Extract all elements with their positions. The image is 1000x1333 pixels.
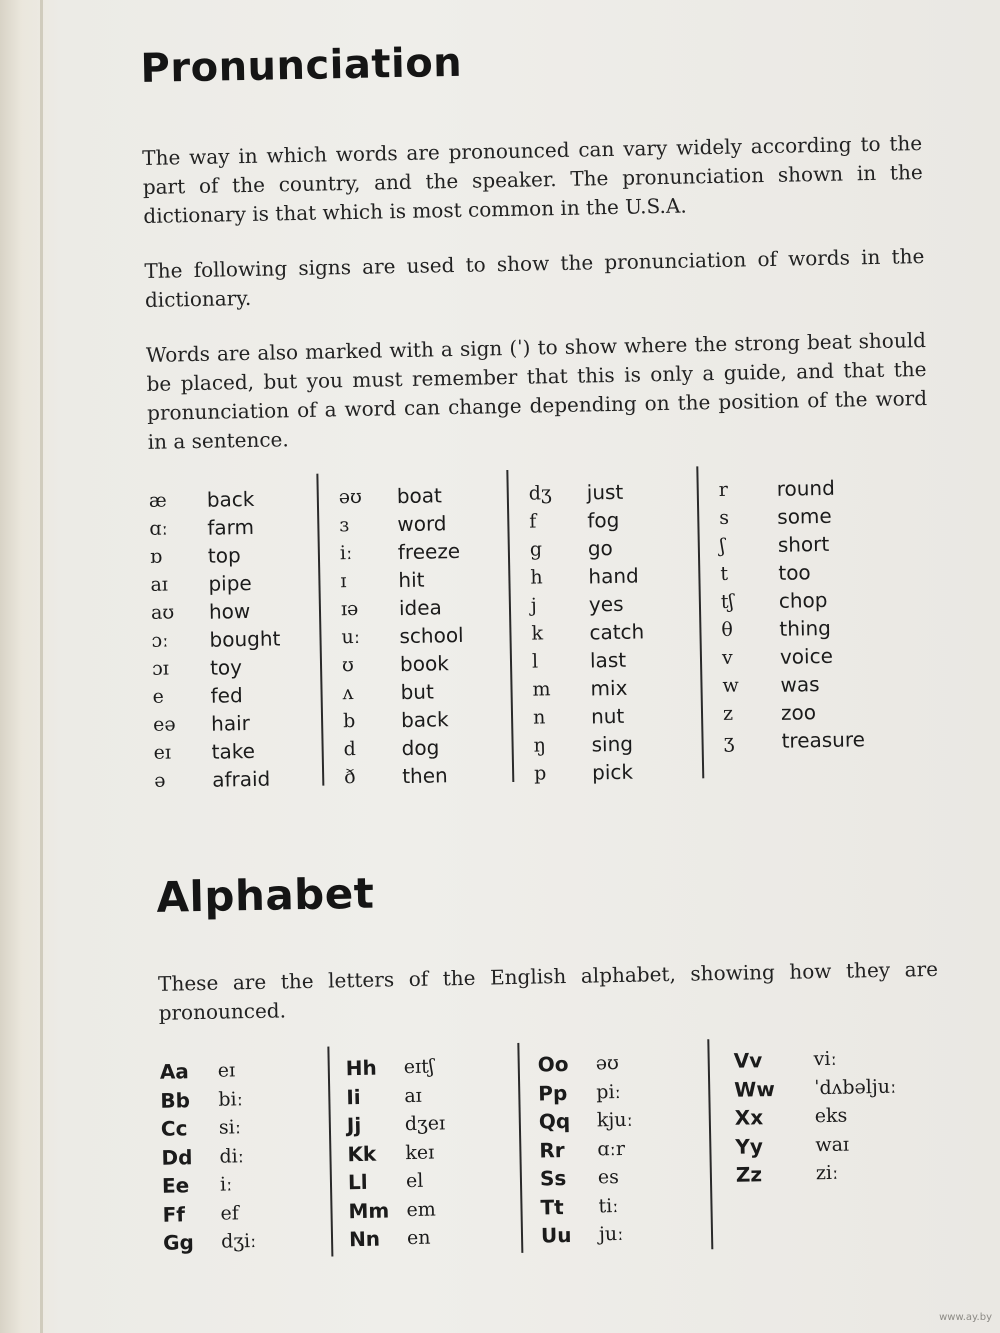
pronunciation-row (720, 529, 862, 560)
alphabet-row (162, 1170, 256, 1200)
phonetic-symbol: z (722, 702, 734, 725)
letter-pronunciation: piː (596, 1080, 622, 1104)
pronunciation-paragraph-2: The following signs are used to show the pronunciation of words in the dictionary. (144, 243, 925, 312)
letter-pronunciation: diː (219, 1144, 245, 1168)
alphabet-row (348, 1166, 447, 1196)
letter-pronunciation: eks (814, 1104, 848, 1128)
alphabet-paragraph: These are the letters of the English alphabet, showing how they are pronounced. (157, 956, 939, 1025)
pronunciation-paragraph-1: The way in which words are pronounced can vary widely according to the part of the country, and the speaker. The pronunciation shown in the dictionary is that which is most common in the U.S.A. (142, 131, 923, 228)
alphabet-letter: Ff (162, 1202, 186, 1227)
pronunciation-row (720, 557, 862, 588)
alphabet-letter: Vv (733, 1048, 763, 1074)
alphabet-letter: Nn (348, 1226, 381, 1252)
example-word: book (399, 651, 450, 677)
alphabet-row (347, 1109, 446, 1139)
example-word: fed (210, 683, 243, 708)
pronunciation-row (154, 764, 283, 794)
alphabet-row (735, 1129, 898, 1161)
letter-pronunciation: viː (813, 1048, 838, 1071)
example-word: toy (209, 655, 243, 680)
alphabet-row (162, 1198, 256, 1228)
column-divider (327, 1047, 333, 1257)
phonetic-symbol: ɒ (149, 545, 163, 568)
phonetic-symbol: p (533, 762, 547, 785)
example-word: back (400, 707, 449, 733)
alphabet-letter: Rr (539, 1137, 565, 1163)
pronunciation-row (151, 596, 280, 626)
pronunciation-row (342, 677, 465, 707)
letter-pronunciation: ɑːr (597, 1137, 626, 1161)
alphabet-letter: Ll (347, 1170, 368, 1195)
alphabet-row (348, 1195, 447, 1225)
pronunciation-row (722, 641, 864, 672)
phonetic-symbol: ʊ (341, 654, 355, 677)
pronunciation-row (530, 561, 643, 591)
example-word: hair (210, 711, 251, 736)
letter-pronunciation: ef (220, 1202, 240, 1225)
alphabet-row (538, 1077, 633, 1107)
example-word: yes (588, 591, 624, 617)
pronunciation-row (719, 501, 861, 532)
phonetic-symbol: eə (152, 713, 176, 736)
watermark: www.ay.by (939, 1312, 992, 1323)
letter-pronunciation: eɪtʃ (403, 1055, 435, 1079)
pronunciation-heading: Pronunciation (140, 39, 463, 92)
pronunciation-row (343, 705, 466, 735)
alphabet-row (347, 1138, 446, 1168)
phonetic-symbol: j (530, 594, 538, 617)
letter-pronunciation: dʒeɪ (404, 1112, 446, 1136)
phonetic-symbol: ʃ (719, 534, 726, 557)
phonetic-symbol: ɑː (149, 517, 169, 540)
example-word: mix (590, 675, 628, 701)
alphabet-letter: Dd (161, 1144, 193, 1170)
alphabet-row (735, 1101, 898, 1133)
letter-pronunciation: el (405, 1170, 424, 1193)
phonetic-symbol: ɔɪ (151, 657, 170, 680)
phonetic-symbol: w (722, 674, 739, 697)
letter-pronunciation: es (597, 1166, 620, 1189)
example-word: word (397, 511, 447, 537)
alphabet-row (346, 1081, 445, 1111)
alphabet-table (160, 1043, 944, 1278)
example-word: freeze (397, 538, 461, 565)
pronunciation-row (532, 673, 645, 703)
letter-pronunciation: keɪ (405, 1141, 435, 1164)
alphabet-letter: Cc (160, 1116, 188, 1142)
example-word: pipe (208, 570, 252, 596)
example-word: thing (779, 615, 832, 641)
phonetic-symbol: s (719, 506, 730, 529)
column-divider (696, 466, 704, 778)
pronunciation-row (152, 680, 281, 710)
phonetic-symbol: eɪ (153, 741, 172, 764)
alphabet-letter: Hh (345, 1055, 377, 1081)
alphabet-letter: Aa (159, 1059, 190, 1085)
alphabet-heading: Alphabet (155, 868, 375, 922)
pronunciation-row (718, 473, 860, 504)
example-word: was (780, 672, 820, 697)
example-word: sing (591, 731, 634, 757)
pronunciation-row (149, 484, 278, 514)
example-word: short (777, 531, 830, 557)
phonetic-symbol: ɜ (339, 514, 350, 537)
pronunciation-paragraph-3: Words are also marked with a sign (ˈ) to show where the strong beat should be placed, but you must remember that this is only a guide, and that the pronunciation of a word can change depending on the position of the word in a sentence. (145, 327, 928, 454)
phonetic-symbol: m (532, 678, 551, 701)
letter-pronunciation: eɪ (217, 1059, 236, 1082)
example-word: take (211, 738, 256, 764)
phonetic-symbol: f (529, 510, 537, 533)
example-word: round (776, 475, 836, 501)
pronunciation-row (529, 505, 642, 535)
alphabet-letter: Qq (538, 1109, 571, 1134)
phonetic-symbol: e (152, 685, 165, 708)
alphabet-column (346, 1052, 448, 1253)
pronunciation-row (341, 621, 464, 651)
letter-pronunciation: en (406, 1226, 431, 1250)
example-word: but (400, 679, 435, 705)
phonetic-symbol: əʊ (338, 485, 363, 509)
pronunciation-column (149, 484, 284, 794)
alphabet-letter: Yy (735, 1133, 764, 1159)
alphabet-letter: Oo (537, 1052, 569, 1077)
alphabet-letter: Gg (162, 1230, 195, 1256)
phonetic-symbol: k (531, 622, 544, 645)
example-word: chop (778, 587, 828, 613)
page-content (140, 25, 944, 1278)
example-word: bought (209, 626, 281, 652)
pronunciation-row (723, 725, 865, 756)
phonetic-symbol: æ (148, 489, 167, 512)
phonetic-symbol: ð (343, 765, 356, 789)
example-word: fog (587, 507, 620, 533)
alphabet-row (733, 1044, 896, 1076)
pronunciation-row (529, 477, 642, 507)
phonetic-symbol: d (343, 737, 357, 761)
alphabet-row (160, 1085, 254, 1115)
letter-pronunciation: ziː (815, 1162, 839, 1185)
phonetic-symbol: r (718, 478, 729, 501)
letter-pronunciation: biː (218, 1087, 244, 1111)
pronunciation-row (151, 624, 280, 654)
phonetic-symbol: aʊ (150, 601, 175, 624)
pronunciation-row (340, 565, 463, 595)
phonetic-symbol: uː (341, 625, 361, 649)
phonetic-symbol: ə (154, 769, 166, 792)
pronunciation-row (722, 669, 864, 700)
pronunciation-row (340, 537, 463, 567)
pronunciation-row (152, 652, 281, 682)
alphabet-row (539, 1134, 634, 1164)
phonetic-symbol: θ (721, 618, 734, 641)
letter-pronunciation: waɪ (815, 1133, 850, 1156)
letter-pronunciation: əʊ (595, 1052, 619, 1075)
example-word: dog (401, 735, 440, 761)
alphabet-letter: Uu (540, 1223, 572, 1248)
example-word: just (586, 479, 624, 505)
letter-pronunciation: iː (219, 1173, 233, 1196)
phonetic-symbol: tʃ (720, 590, 734, 613)
phonetic-symbol: ŋ (533, 734, 547, 757)
alphabet-row (540, 1163, 635, 1193)
letter-pronunciation: aɪ (404, 1084, 422, 1107)
phonetic-symbol: ʌ (342, 682, 354, 705)
pronunciation-row (531, 617, 644, 647)
alphabet-row (539, 1106, 634, 1136)
alphabet-row (537, 1049, 632, 1079)
alphabet-row (349, 1223, 448, 1253)
pronunciation-table (149, 472, 935, 797)
example-word: hand (588, 563, 639, 589)
alphabet-row (541, 1220, 636, 1250)
alphabet-row (346, 1052, 445, 1082)
example-word: some (777, 503, 832, 529)
phonetic-symbol: t (720, 562, 729, 585)
column-divider (707, 1039, 713, 1249)
example-word: back (206, 486, 255, 512)
phonetic-symbol: n (532, 706, 546, 729)
alphabet-column (160, 1056, 257, 1257)
alphabet-row (160, 1056, 254, 1086)
alphabet-row (161, 1113, 255, 1143)
pronunciation-row (150, 540, 279, 570)
alphabet-letter: Ss (539, 1166, 567, 1191)
alphabet-row (734, 1072, 897, 1104)
pronunciation-row (721, 585, 863, 616)
column-divider (517, 1043, 523, 1253)
phonetic-symbol: ɔː (151, 629, 169, 652)
example-word: go (587, 536, 614, 561)
column-divider (506, 470, 514, 782)
example-word: last (589, 647, 627, 673)
alphabet-letter: Xx (734, 1105, 764, 1131)
alphabet-letter: Jj (346, 1113, 362, 1138)
pronunciation-column (529, 477, 648, 787)
pronunciation-row (150, 568, 279, 598)
letter-pronunciation: kjuː (596, 1108, 634, 1132)
example-word: too (778, 560, 811, 585)
column-divider (316, 474, 324, 786)
pronunciation-row (532, 645, 645, 675)
alphabet-letter: Ww (734, 1076, 776, 1102)
alphabet-row (163, 1227, 257, 1257)
pronunciation-row (531, 589, 644, 619)
alphabet-row (161, 1142, 255, 1172)
letter-pronunciation: ˈdʌbəljuː (814, 1075, 897, 1099)
phonetic-symbol: iː (339, 542, 353, 565)
alphabet-letter: Tt (540, 1194, 564, 1220)
example-word: catch (589, 619, 645, 645)
pronunciation-row (339, 481, 462, 511)
alphabet-letter: Bb (160, 1087, 191, 1113)
pronunciation-row (339, 509, 462, 539)
example-word: farm (207, 514, 255, 540)
pronunciation-row (723, 697, 865, 728)
pronunciation-row (342, 649, 465, 679)
pronunciation-row (721, 613, 863, 644)
phonetic-symbol: g (529, 538, 543, 561)
phonetic-symbol: ʒ (723, 730, 735, 753)
pronunciation-row (344, 761, 467, 791)
alphabet-letter: Mm (348, 1198, 390, 1223)
phonetic-symbol: aɪ (150, 573, 169, 596)
alphabet-column (733, 1044, 898, 1190)
example-word: pick (591, 759, 634, 785)
alphabet-letter: Ii (346, 1084, 361, 1109)
example-word: afraid (211, 766, 271, 792)
alphabet-letter: Kk (347, 1141, 377, 1166)
alphabet-row (540, 1191, 635, 1221)
pronunciation-row (149, 512, 278, 542)
phonetic-symbol: b (342, 709, 356, 733)
letter-pronunciation: tiː (598, 1194, 619, 1218)
page-spine-shadow (40, 0, 43, 1333)
pronunciation-row (153, 708, 282, 738)
alphabet-letter: Zz (735, 1162, 763, 1188)
phonetic-symbol: v (721, 646, 733, 669)
phonetic-symbol: dʒ (528, 482, 552, 505)
example-word: treasure (781, 727, 866, 753)
example-word: boat (396, 483, 443, 509)
letter-pronunciation: siː (218, 1116, 242, 1139)
example-word: zoo (780, 700, 817, 725)
alphabet-letter: Pp (538, 1080, 568, 1106)
example-word: then (401, 763, 448, 789)
alphabet-letter: Ee (161, 1173, 190, 1199)
example-word: nut (590, 703, 625, 729)
letter-pronunciation: juː (598, 1223, 624, 1246)
example-word: school (399, 622, 464, 649)
pronunciation-column (339, 481, 467, 791)
alphabet-column (537, 1049, 635, 1250)
phonetic-symbol: ɪə (340, 597, 359, 621)
phonetic-symbol: ɪ (340, 570, 347, 593)
example-word: how (208, 598, 251, 624)
pronunciation-row (533, 729, 646, 759)
alphabet-row (736, 1158, 899, 1190)
letter-pronunciation: em (406, 1198, 436, 1221)
letter-pronunciation: dʒiː (220, 1230, 257, 1253)
pronunciation-row (534, 757, 647, 787)
example-word: hit (398, 567, 425, 593)
pronunciation-row (533, 701, 646, 731)
pronunciation-column (718, 473, 865, 756)
phonetic-symbol: l (531, 650, 539, 673)
example-word: voice (779, 643, 834, 669)
pronunciation-row (341, 593, 464, 623)
phonetic-symbol: h (530, 566, 543, 589)
pronunciation-row (343, 733, 466, 763)
pronunciation-row (530, 533, 643, 563)
example-word: idea (398, 595, 442, 621)
example-word: top (207, 543, 241, 568)
pronunciation-row (153, 736, 282, 766)
